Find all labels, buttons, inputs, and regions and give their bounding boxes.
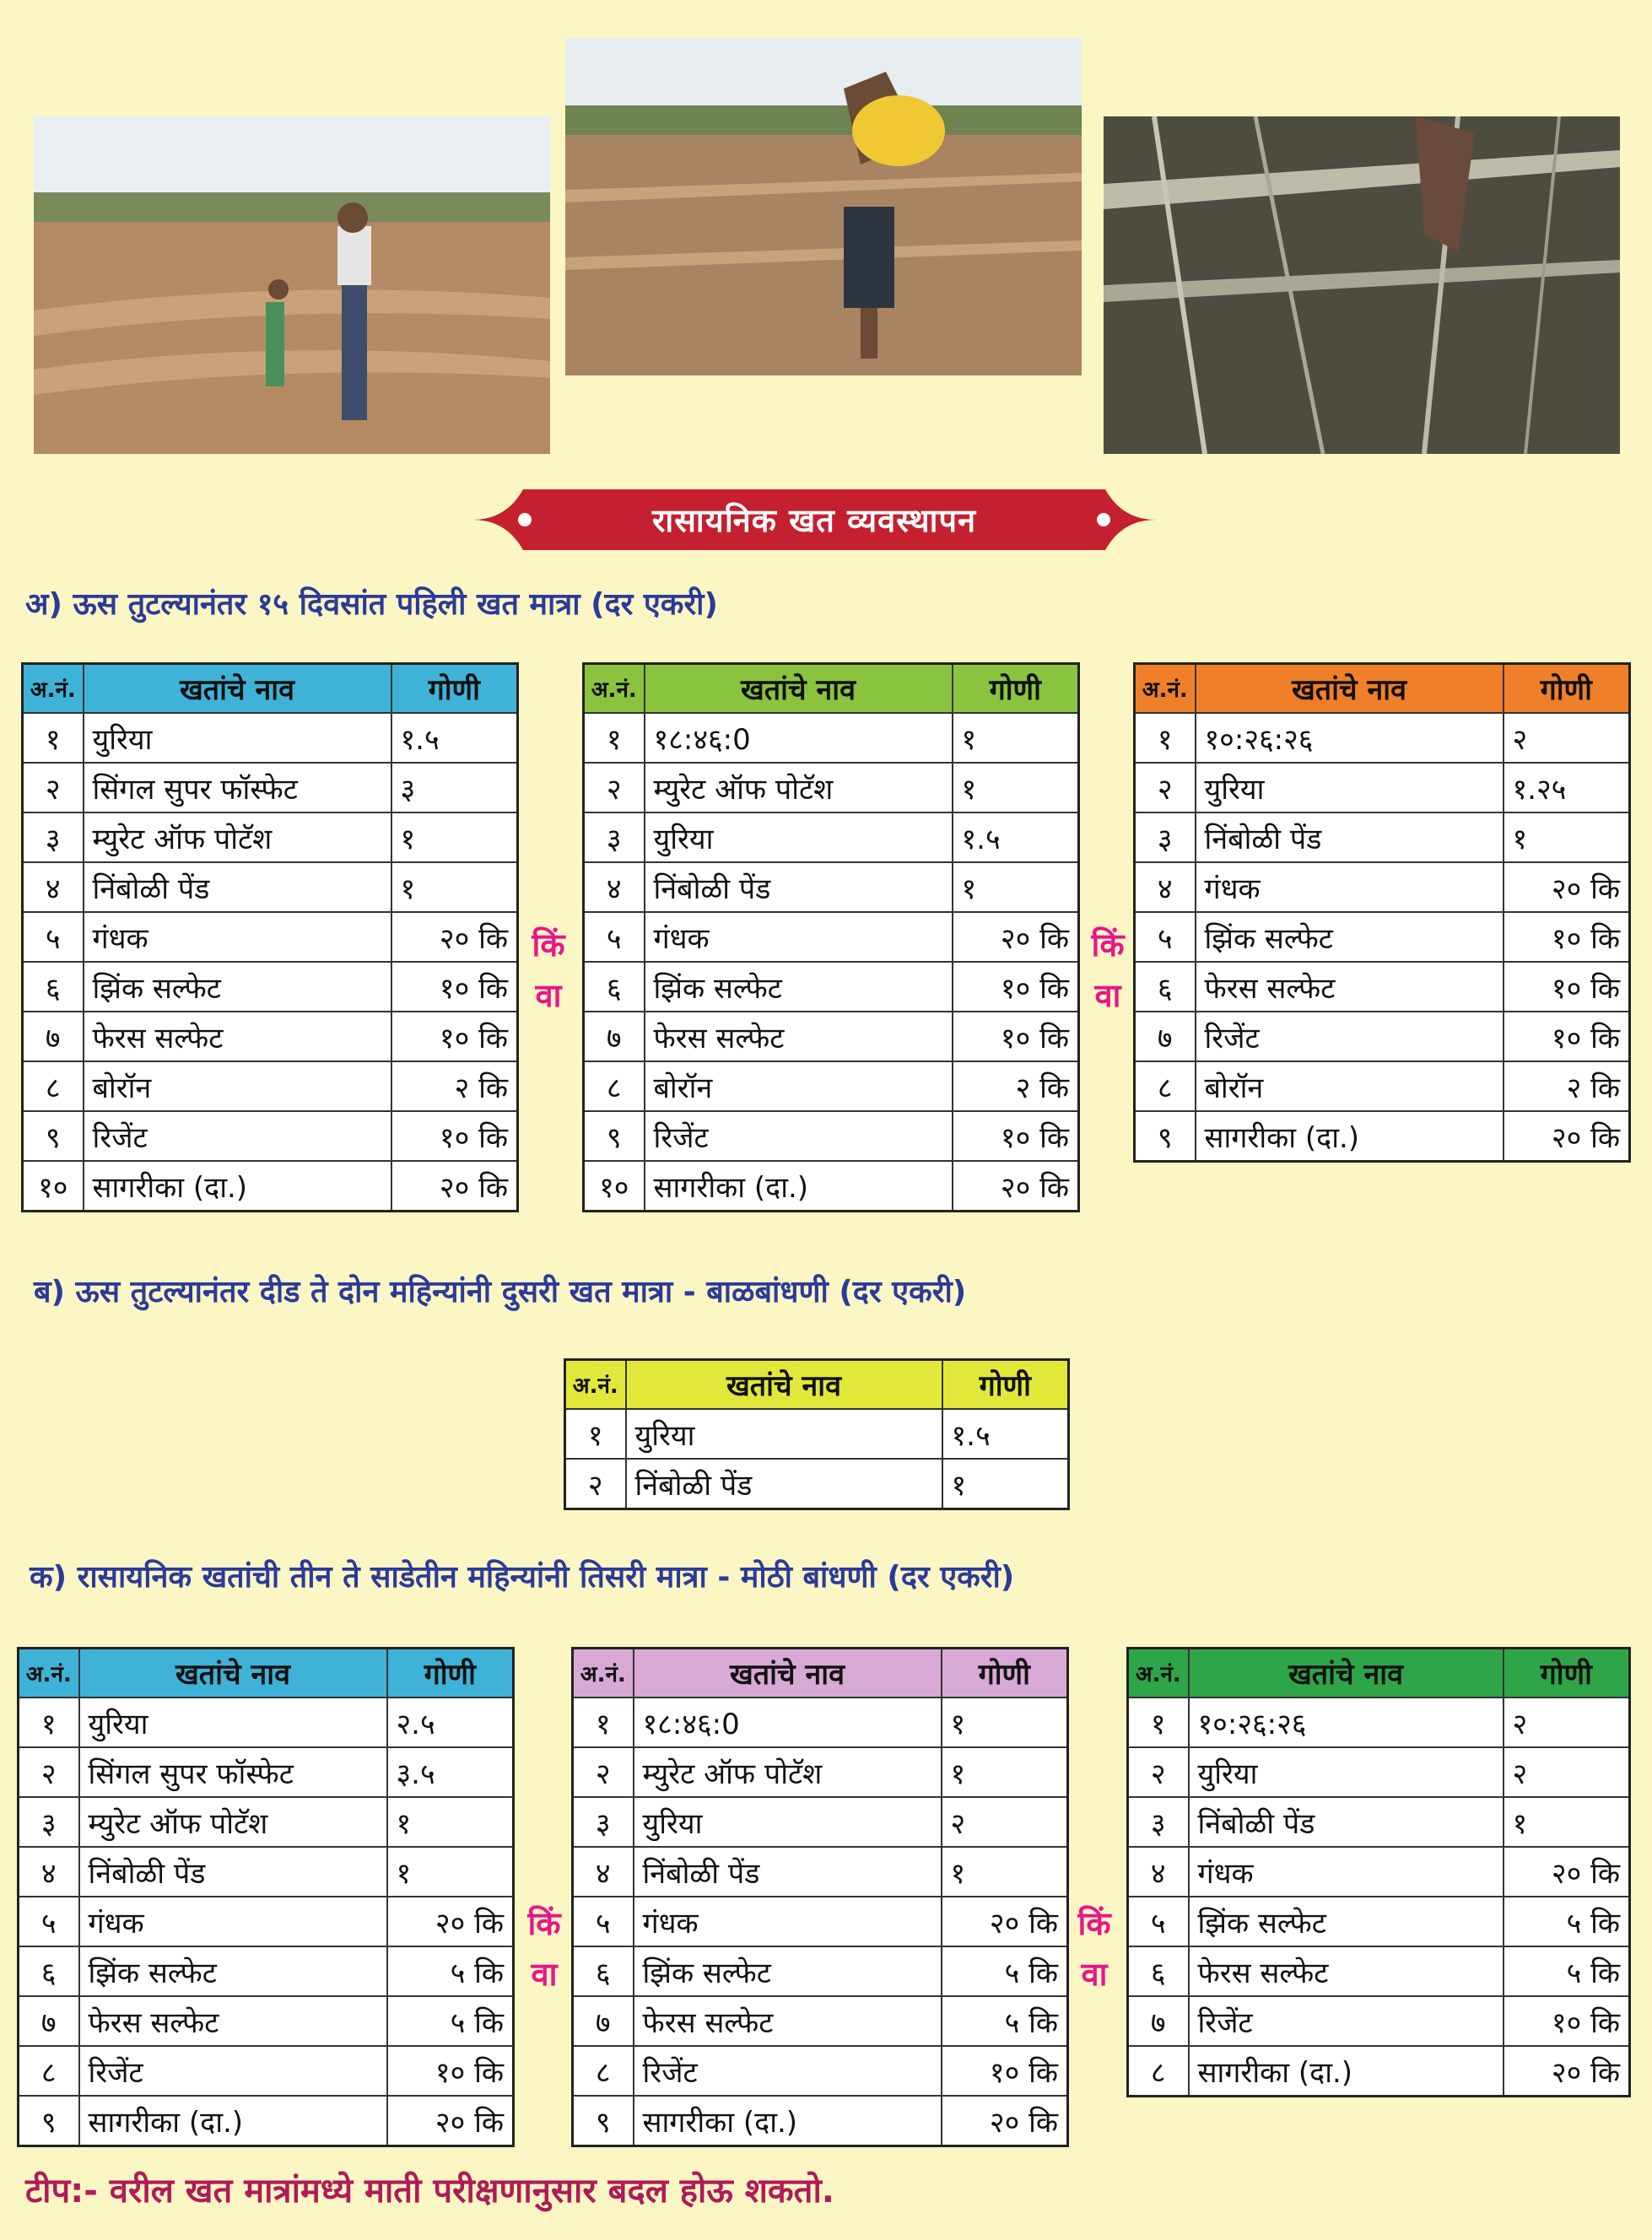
cell-serial: ७	[23, 1012, 84, 1061]
or-label-bottom: वा	[535, 977, 562, 1014]
cell-serial: ५	[19, 1897, 79, 1946]
table-row	[1135, 713, 1630, 763]
or-label-top: किं	[532, 926, 565, 963]
cell-fertilizer-name: गंधक	[645, 912, 953, 962]
cell-serial: २	[565, 1459, 626, 1509]
cell-serial: ६	[23, 962, 84, 1012]
table-row	[19, 1797, 514, 1847]
cell-fertilizer-name: युरिया	[1196, 763, 1504, 812]
table-row	[573, 1996, 1068, 2046]
photo-fertilizer-application	[565, 38, 1082, 375]
cell-fertilizer-name: झिंक सल्फेट	[634, 1946, 942, 1996]
cell-serial: ७	[19, 1996, 79, 2046]
cell-quantity: ५ कि	[942, 1946, 1068, 1996]
or-label-top: किं	[1091, 926, 1125, 963]
header-serial: अ.नं.	[584, 664, 645, 714]
cell-serial: ८	[1128, 2046, 1189, 2097]
table-row	[1128, 2046, 1630, 2097]
cell-fertilizer-name: युरिया	[634, 1797, 942, 1847]
table-row	[573, 1747, 1068, 1797]
table-row	[1135, 862, 1630, 912]
cell-serial: ८	[19, 2046, 79, 2096]
cell-serial: २	[1135, 763, 1196, 812]
cell-serial: ९	[584, 1111, 645, 1161]
table-header-row	[565, 1360, 1069, 1410]
cell-fertilizer-name: निंबोळी पेंड	[1189, 1797, 1504, 1847]
cell-fertilizer-name: निंबोळी पेंड	[84, 862, 391, 912]
cell-fertilizer-name: बोरॉन	[84, 1061, 391, 1111]
cell-quantity: १० कि	[1504, 1996, 1630, 2046]
table-row	[23, 912, 518, 962]
cell-serial: ६	[1135, 962, 1196, 1012]
cell-serial: ५	[1128, 1897, 1189, 1946]
cell-quantity: १० कि	[391, 1012, 518, 1061]
cell-serial: १	[23, 713, 84, 763]
cell-quantity: १	[942, 1747, 1068, 1797]
header-serial: अ.नं.	[1135, 664, 1196, 714]
cell-quantity: ५ कि	[387, 1996, 514, 2046]
cell-fertilizer-name: म्युरेट ऑफ पोटॅश	[645, 763, 953, 812]
cell-serial: ४	[23, 862, 84, 912]
cell-serial: ४	[1128, 1847, 1189, 1897]
cell-quantity: १० कि	[387, 2046, 514, 2096]
cell-fertilizer-name: रिजेंट	[634, 2046, 942, 2096]
cell-serial: ५	[584, 912, 645, 962]
cell-serial: ८	[584, 1061, 645, 1111]
cell-serial: ५	[573, 1897, 634, 1946]
cell-quantity: १	[391, 862, 518, 912]
table-row	[19, 1897, 514, 1946]
cell-fertilizer-name: १०:२६:२६	[1189, 1698, 1504, 1747]
table-row	[565, 1459, 1069, 1509]
or-label-c1	[519, 1898, 570, 2000]
fertilizer-table-c2	[571, 1647, 1069, 2147]
table-row	[584, 763, 1079, 812]
cell-fertilizer-name: सिंगल सुपर फॉस्फेट	[79, 1747, 387, 1797]
cell-quantity: २० कि	[953, 1161, 1079, 1212]
cell-serial: १०	[23, 1161, 84, 1212]
cell-fertilizer-name: रिजेंट	[645, 1111, 953, 1161]
table-row	[584, 1111, 1079, 1161]
header-quantity: गोणी	[1504, 1649, 1630, 1698]
header-quantity: गोणी	[387, 1649, 514, 1698]
cell-serial: ९	[573, 2096, 634, 2146]
cell-fertilizer-name: बोरॉन	[1196, 1061, 1504, 1111]
cell-quantity: ५ कि	[942, 1996, 1068, 2046]
cell-quantity: २० कि	[387, 1897, 514, 1946]
cell-quantity: १	[1504, 1797, 1630, 1847]
cell-fertilizer-name: फेरस सल्फेट	[84, 1012, 391, 1061]
cell-serial: ८	[573, 2046, 634, 2096]
cell-quantity: १० कि	[391, 962, 518, 1012]
table-row	[584, 912, 1079, 962]
cell-quantity: २	[1504, 713, 1630, 763]
cell-quantity: १.२५	[1504, 763, 1630, 812]
cell-serial: ४	[573, 1847, 634, 1897]
cell-quantity: २	[1504, 1747, 1630, 1797]
header-fertilizer-name: खतांचे नाव	[634, 1649, 942, 1698]
section-b-heading: ब) ऊस तुटल्यानंतर दीड ते दोन महिन्यांनी दुसरी खत मात्रा - बाळबांधणी (दर एकरी)	[34, 1275, 967, 1309]
table-row	[23, 1161, 518, 1212]
cell-serial: ५	[1135, 912, 1196, 962]
cell-fertilizer-name: सागरीका (दा.)	[1189, 2046, 1504, 2097]
cell-fertilizer-name: गंधक	[84, 912, 391, 962]
table-row	[23, 1012, 518, 1061]
table-row	[23, 862, 518, 912]
section-a-heading: अ) ऊस तुटल्यानंतर १५ दिवसांत पहिली खत मात्रा (दर एकरी)	[25, 587, 718, 622]
table-row	[573, 1698, 1068, 1747]
cell-serial: २	[19, 1747, 79, 1797]
header-serial: अ.नं.	[23, 664, 84, 714]
table-row	[1135, 1061, 1630, 1111]
cell-fertilizer-name: सागरीका (दा.)	[634, 2096, 942, 2146]
cell-quantity: १.५	[942, 1409, 1069, 1459]
table-row	[19, 1996, 514, 2046]
table-row	[23, 1111, 518, 1161]
table-row	[584, 812, 1079, 862]
cell-quantity: २ कि	[391, 1061, 518, 1111]
cell-quantity: २० कि	[391, 912, 518, 962]
header-serial: अ.नं.	[1128, 1649, 1189, 1698]
cell-fertilizer-name: फेरस सल्फेट	[79, 1996, 387, 2046]
cell-quantity: १.५	[391, 713, 518, 763]
cell-fertilizer-name: फेरस सल्फेट	[1196, 962, 1504, 1012]
table-header-row	[584, 664, 1079, 714]
cell-fertilizer-name: झिंक सल्फेट	[79, 1946, 387, 1996]
cell-quantity: ५ कि	[1504, 1946, 1630, 1996]
cell-fertilizer-name: निंबोळी पेंड	[634, 1847, 942, 1897]
table-header-row	[1135, 664, 1630, 714]
header-fertilizer-name: खतांचे नाव	[1196, 664, 1504, 714]
photo-field-fertilizer-drill	[34, 116, 550, 454]
cell-quantity: २० कि	[1504, 1111, 1630, 1162]
cell-fertilizer-name: रिजेंट	[1196, 1012, 1504, 1061]
cell-fertilizer-name: निंबोळी पेंड	[79, 1847, 387, 1897]
table-row	[19, 1847, 514, 1897]
cell-quantity: ५ कि	[387, 1946, 514, 1996]
cell-quantity: ५ कि	[1504, 1897, 1630, 1946]
cell-fertilizer-name: झिंक सल्फेट	[1196, 912, 1504, 962]
cell-quantity: २० कि	[1504, 2046, 1630, 2097]
cell-serial: २	[1128, 1747, 1189, 1797]
header-quantity: गोणी	[391, 664, 518, 714]
fertilizer-table-c3	[1126, 1647, 1631, 2097]
table-row	[1128, 1698, 1630, 1747]
fertilizer-table-a3	[1133, 662, 1631, 1163]
cell-quantity: १	[942, 1847, 1068, 1897]
cell-quantity: २० कि	[953, 912, 1079, 962]
cell-fertilizer-name: युरिया	[84, 713, 391, 763]
cell-serial: १	[584, 713, 645, 763]
or-label-top: किं	[527, 1905, 561, 1942]
header-quantity: गोणी	[1504, 664, 1630, 714]
cell-quantity: १० कि	[1504, 962, 1630, 1012]
cell-fertilizer-name: रिजेंट	[1189, 1996, 1504, 2046]
cell-fertilizer-name: गंधक	[1189, 1847, 1504, 1897]
table-header-row	[23, 664, 518, 714]
cell-quantity: १० कि	[953, 1012, 1079, 1061]
table-row	[19, 1946, 514, 1996]
table-row	[573, 2096, 1068, 2146]
cell-quantity: १	[387, 1847, 514, 1897]
cell-serial: ४	[19, 1847, 79, 1897]
table-row	[1128, 1847, 1630, 1897]
cell-serial: ६	[573, 1946, 634, 1996]
table-row	[1135, 1012, 1630, 1061]
cell-fertilizer-name: सागरीका (दा.)	[645, 1161, 953, 1212]
cell-fertilizer-name: सागरीका (दा.)	[79, 2096, 387, 2146]
or-label-bottom: वा	[531, 1956, 558, 1993]
cell-fertilizer-name: गंधक	[634, 1897, 942, 1946]
cell-quantity: १० कि	[942, 2046, 1068, 2096]
table-row	[1135, 763, 1630, 812]
cell-serial: २	[23, 763, 84, 812]
cell-serial: ७	[573, 1996, 634, 2046]
cell-fertilizer-name: फेरस सल्फेट	[645, 1012, 953, 1061]
cell-fertilizer-name: म्युरेट ऑफ पोटॅश	[79, 1797, 387, 1847]
cell-serial: १	[19, 1698, 79, 1747]
table-row	[19, 1747, 514, 1797]
table-row	[23, 1061, 518, 1111]
cell-serial: ३	[1135, 812, 1196, 862]
cell-fertilizer-name: सिंगल सुपर फॉस्फेट	[84, 763, 391, 812]
cell-serial: ६	[19, 1946, 79, 1996]
or-label-top: किं	[1077, 1905, 1111, 1942]
table-row	[1128, 1946, 1630, 1996]
cell-serial: २	[573, 1747, 634, 1797]
header-serial: अ.नं.	[573, 1649, 634, 1698]
cell-serial: ९	[19, 2096, 79, 2146]
or-label-bottom: वा	[1094, 977, 1121, 1014]
cell-quantity: १० कि	[953, 962, 1079, 1012]
table-row	[573, 1847, 1068, 1897]
cell-serial: ८	[23, 1061, 84, 1111]
cell-serial: ३	[19, 1797, 79, 1847]
cell-serial: ७	[1128, 1996, 1189, 2046]
cell-serial: ९	[1135, 1111, 1196, 1162]
table-row	[23, 763, 518, 812]
cell-quantity: १	[1504, 812, 1630, 862]
table-header-row	[1128, 1649, 1630, 1698]
table-row	[1128, 1897, 1630, 1946]
table-row	[573, 1797, 1068, 1847]
or-label-a1	[523, 920, 574, 1021]
cell-serial: ३	[584, 812, 645, 862]
table-row	[23, 812, 518, 862]
table-row	[1135, 962, 1630, 1012]
cell-serial: ९	[23, 1111, 84, 1161]
cell-quantity: १	[953, 862, 1079, 912]
table-row	[573, 1897, 1068, 1946]
cell-quantity: २	[942, 1797, 1068, 1847]
page-title: रासायनिक खत व्यवस्थापन	[651, 502, 977, 539]
fertilizer-table-a2	[582, 662, 1080, 1212]
header-fertilizer-name: खतांचे नाव	[626, 1360, 942, 1410]
cell-quantity: १	[953, 763, 1079, 812]
cell-quantity: २	[1504, 1698, 1630, 1747]
cell-fertilizer-name: गंधक	[1196, 862, 1504, 912]
cell-quantity: २० कि	[1504, 862, 1630, 912]
cell-quantity: २० कि	[387, 2096, 514, 2146]
cell-fertilizer-name: १८:४६:0	[634, 1698, 942, 1747]
cell-quantity: १	[942, 1459, 1069, 1509]
table-row	[19, 2046, 514, 2096]
table-header-row	[19, 1649, 514, 1698]
table-row	[1128, 1797, 1630, 1847]
cell-quantity: १	[942, 1698, 1068, 1747]
cell-fertilizer-name: युरिया	[645, 812, 953, 862]
table-row	[584, 1061, 1079, 1111]
cell-fertilizer-name: निंबोळी पेंड	[626, 1459, 942, 1509]
cell-serial: ३	[23, 812, 84, 862]
cell-fertilizer-name: गंधक	[79, 1897, 387, 1946]
cell-serial: ५	[23, 912, 84, 962]
header-fertilizer-name: खतांचे नाव	[1189, 1649, 1504, 1698]
cell-serial: ४	[1135, 862, 1196, 912]
or-label-bottom: वा	[1081, 1956, 1108, 1993]
table-row	[573, 1946, 1068, 1996]
cell-serial: ८	[1135, 1061, 1196, 1111]
table-row	[1128, 1747, 1630, 1797]
table-row	[584, 713, 1079, 763]
cell-quantity: १० कि	[391, 1111, 518, 1161]
cell-fertilizer-name: सागरीका (दा.)	[1196, 1111, 1504, 1162]
fertilizer-table-a1	[21, 662, 519, 1212]
fertilizer-table-c1	[17, 1647, 515, 2147]
cell-quantity: २ कि	[953, 1061, 1079, 1111]
fertilizer-table-b	[564, 1358, 1070, 1510]
table-row	[1128, 1996, 1630, 2046]
table-row	[23, 962, 518, 1012]
cell-quantity: २ कि	[1504, 1061, 1630, 1111]
cell-quantity: २० कि	[942, 2096, 1068, 2146]
title-banner	[472, 483, 1156, 557]
footnote: टीप:- वरील खत मात्रांमध्ये माती परीक्षणानुसार बदल होऊ शकतो.	[25, 2172, 834, 2210]
cell-fertilizer-name: रिजेंट	[84, 1111, 391, 1161]
cell-fertilizer-name: झिंक सल्फेट	[84, 962, 391, 1012]
section-c-heading: क) रासायनिक खतांची तीन ते साडेतीन महिन्यांनी तिसरी मात्रा - मोठी बांधणी (दर एकरी)	[30, 1560, 1015, 1595]
cell-quantity: १० कि	[1504, 1012, 1630, 1061]
cell-quantity: ३.५	[387, 1747, 514, 1797]
cell-fertilizer-name: निंबोळी पेंड	[1196, 812, 1504, 862]
table-row	[573, 2046, 1068, 2096]
header-quantity: गोणी	[953, 664, 1079, 714]
cell-fertilizer-name: म्युरेट ऑफ पोटॅश	[84, 812, 391, 862]
table-row	[584, 1161, 1079, 1212]
header-quantity: गोणी	[942, 1360, 1069, 1410]
cell-serial: १	[573, 1698, 634, 1747]
cell-fertilizer-name: १८:४६:0	[645, 713, 953, 763]
or-label-a2	[1082, 920, 1133, 1021]
cell-serial: १	[565, 1409, 626, 1459]
table-row	[584, 1012, 1079, 1061]
cell-serial: ७	[584, 1012, 645, 1061]
cell-quantity: १	[953, 713, 1079, 763]
cell-fertilizer-name: सागरीका (दा.)	[84, 1161, 391, 1212]
table-row	[584, 862, 1079, 912]
cell-quantity: १० कि	[1504, 912, 1630, 962]
table-row	[584, 962, 1079, 1012]
cell-serial: ४	[584, 862, 645, 912]
table-row	[1135, 812, 1630, 862]
cell-fertilizer-name: निंबोळी पेंड	[645, 862, 953, 912]
header-fertilizer-name: खतांचे नाव	[79, 1649, 387, 1698]
cell-serial: २	[584, 763, 645, 812]
cell-fertilizer-name: म्युरेट ऑफ पोटॅश	[634, 1747, 942, 1797]
cell-quantity: १	[387, 1797, 514, 1847]
cell-quantity: २० कि	[391, 1161, 518, 1212]
cell-fertilizer-name: युरिया	[626, 1409, 942, 1459]
header-fertilizer-name: खतांचे नाव	[645, 664, 953, 714]
cell-quantity: १.५	[953, 812, 1079, 862]
cell-quantity: ३	[391, 763, 518, 812]
cell-quantity: २० कि	[942, 1897, 1068, 1946]
cell-fertilizer-name: झिंक सल्फेट	[645, 962, 953, 1012]
table-row	[23, 713, 518, 763]
table-row	[19, 1698, 514, 1747]
cell-quantity: १० कि	[953, 1111, 1079, 1161]
cell-fertilizer-name: झिंक सल्फेट	[1189, 1897, 1504, 1946]
cell-serial: ६	[1128, 1946, 1189, 1996]
header-fertilizer-name: खतांचे नाव	[84, 664, 391, 714]
cell-fertilizer-name: फेरस सल्फेट	[1189, 1946, 1504, 1996]
header-quantity: गोणी	[942, 1649, 1068, 1698]
table-row	[1135, 1111, 1630, 1162]
cell-fertilizer-name: १०:२६:२६	[1196, 713, 1504, 763]
header-serial: अ.नं.	[565, 1360, 626, 1410]
cell-fertilizer-name: बोरॉन	[645, 1061, 953, 1111]
header-serial: अ.नं.	[19, 1649, 79, 1698]
table-header-row	[573, 1649, 1068, 1698]
cell-serial: ६	[584, 962, 645, 1012]
table-row	[1135, 912, 1630, 962]
cell-fertilizer-name: युरिया	[79, 1698, 387, 1747]
cell-quantity: १	[391, 812, 518, 862]
cell-serial: ७	[1135, 1012, 1196, 1061]
or-label-c2	[1069, 1898, 1120, 2000]
photo-soil-closeup	[1104, 116, 1620, 454]
cell-serial: १	[1135, 713, 1196, 763]
cell-fertilizer-name: युरिया	[1189, 1747, 1504, 1797]
cell-serial: ३	[573, 1797, 634, 1847]
cell-serial: १	[1128, 1698, 1189, 1747]
table-row	[565, 1409, 1069, 1459]
cell-quantity: २० कि	[1504, 1847, 1630, 1897]
table-row	[19, 2096, 514, 2146]
cell-quantity: २.५	[387, 1698, 514, 1747]
cell-serial: १०	[584, 1161, 645, 1212]
cell-fertilizer-name: रिजेंट	[79, 2046, 387, 2096]
cell-fertilizer-name: फेरस सल्फेट	[634, 1996, 942, 2046]
cell-serial: ३	[1128, 1797, 1189, 1847]
